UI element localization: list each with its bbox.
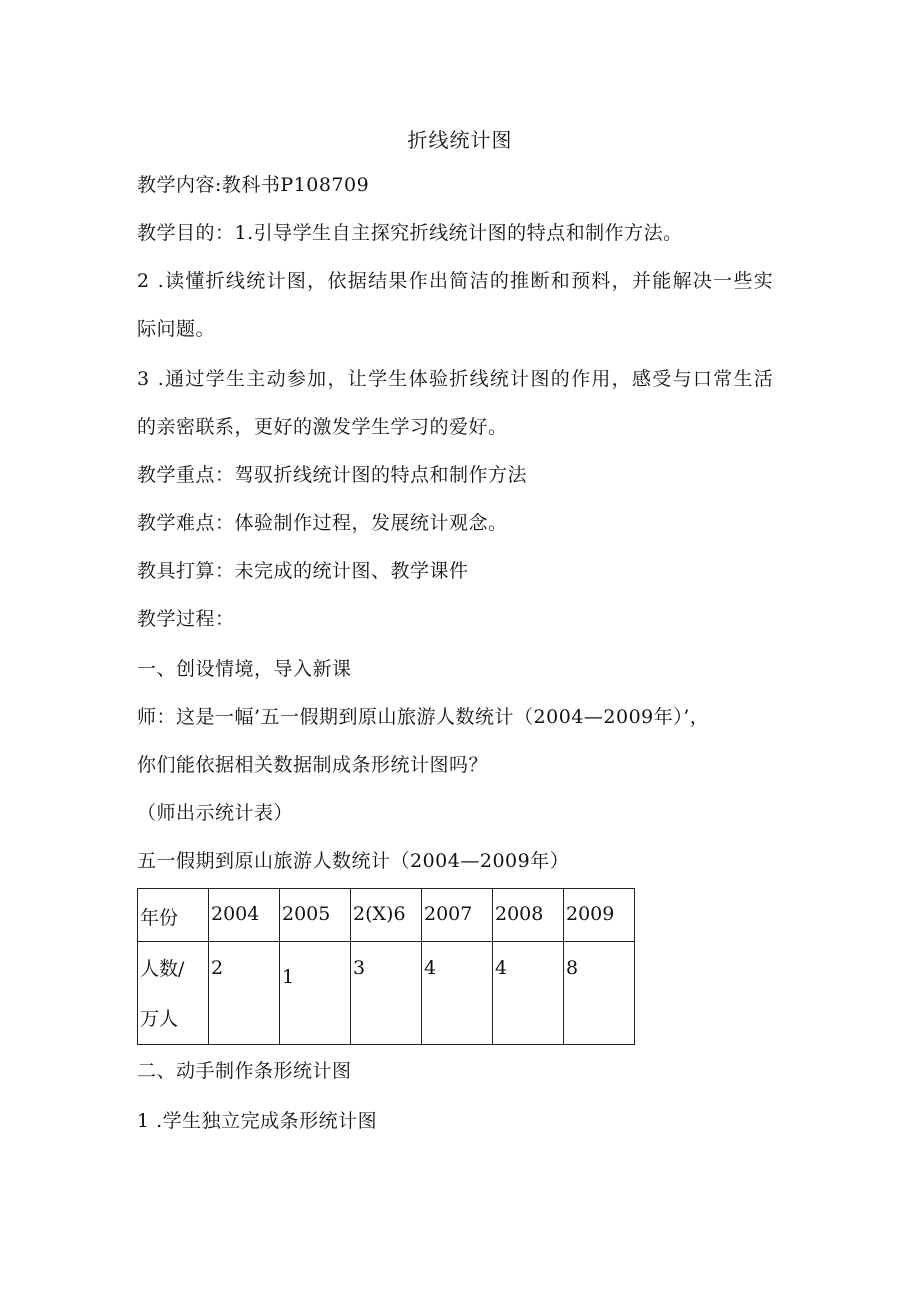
table-cell: 4	[422, 942, 493, 1045]
teaching-materials: 教具打算：未完成的统计图、教学课件	[137, 560, 469, 582]
table-cell: 8	[564, 942, 635, 1045]
table-cell: 2	[209, 942, 280, 1045]
step-one: 1 .学生独立完成条形统计图	[137, 1110, 378, 1132]
teaching-goal-3: 3 .通过学生主动参加，让学生体验折线统计图的作用，感受与口常生活	[137, 368, 775, 390]
section-two-heading: 二、动手制作条形统计图	[137, 1060, 352, 1082]
teaching-goal-2-cont: 际问题。	[137, 318, 216, 340]
tourist-stats-table	[137, 888, 635, 1045]
teaching-goal-2: 2 .读懂折线统计图，依据结果作出简洁的推断和预料，并能解决一些实	[137, 270, 775, 292]
teaching-difficulty: 教学难点：体验制作过程，发展统计观念。	[137, 512, 508, 534]
table-header-cell: 2(X)6	[351, 889, 422, 942]
table-cell: 3	[351, 942, 422, 1045]
section-one-heading: 一、创设情境，导入新课	[137, 658, 352, 680]
document-title: 折线统计图	[407, 128, 513, 152]
table-cell: 4	[493, 942, 564, 1045]
table-row	[138, 942, 635, 1045]
teacher-shows-table: （师出示统计表）	[137, 802, 294, 824]
teacher-intro: 师：这是一幅’五一假期到原山旅游人数统计（2004—2009年）’，	[137, 706, 710, 728]
table-header-cell: 2007	[422, 889, 493, 942]
teaching-process-heading: 教学过程：	[137, 608, 235, 630]
teaching-goal-1: 教学目的：1.引导学生自主探究折线统计图的特点和制作方法。	[137, 222, 683, 244]
table-row	[138, 889, 635, 942]
table-header-cell: 2009	[564, 889, 635, 942]
table-cell: 1	[280, 942, 351, 1045]
table-header-cell: 2005	[280, 889, 351, 942]
table-header-cell: 年份	[138, 889, 209, 942]
table-caption: 五一假期到原山旅游人数统计（2004—2009年）	[137, 850, 570, 872]
table-header-cell: 2004	[209, 889, 280, 942]
teaching-key-point: 教学重点：驾驭折线统计图的特点和制作方法	[137, 464, 528, 486]
table-row-label: 人数/ 万人	[138, 942, 209, 1045]
teacher-question: 你们能依据相关数据制成条形统计图吗？	[137, 754, 489, 776]
table-header-cell: 2008	[493, 889, 564, 942]
teaching-goal-3-cont: 的亲密联系，更好的激发学生学习的爱好。	[137, 416, 508, 438]
teaching-content: 教学内容:教科书P108709	[137, 174, 370, 196]
